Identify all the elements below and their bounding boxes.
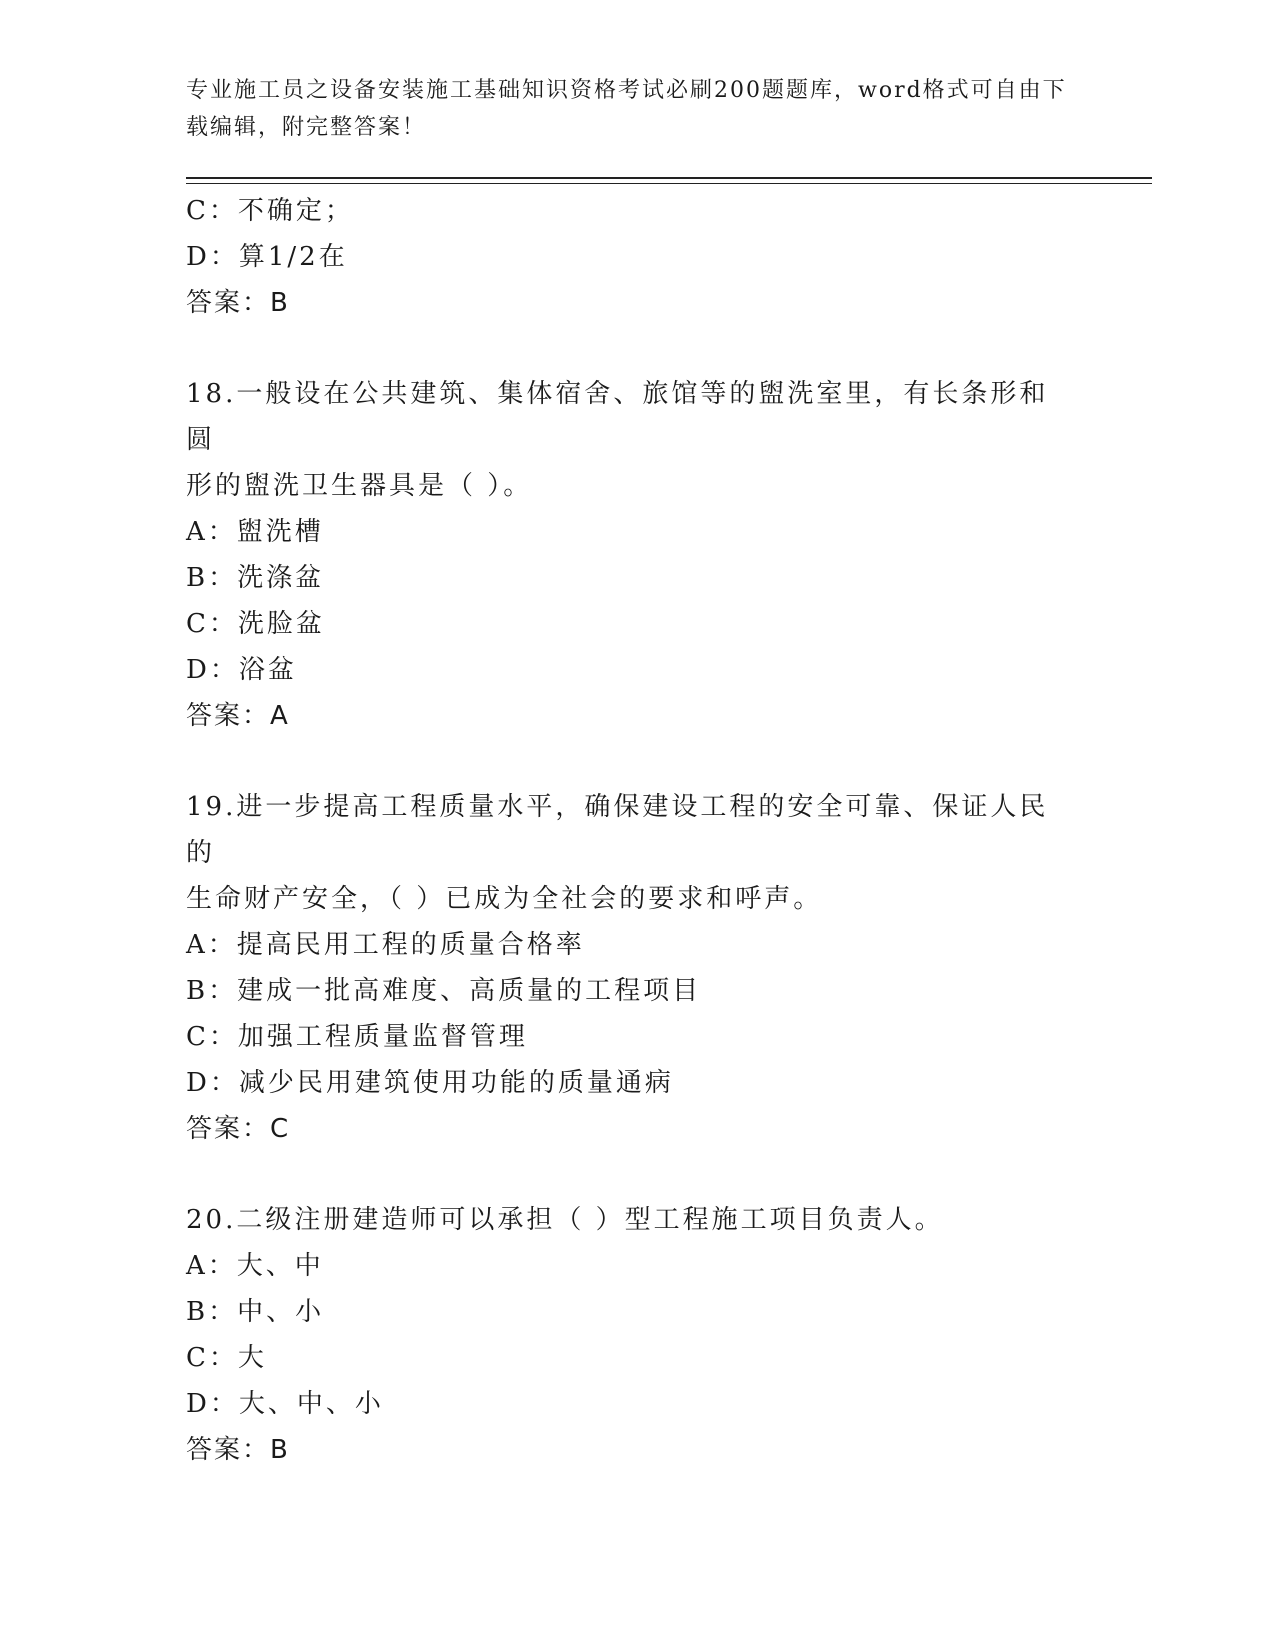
option-c: C：加强工程质量监督管理: [186, 1022, 528, 1052]
header-divider-thick: [186, 177, 1152, 179]
question-19: [186, 784, 1086, 1152]
option-b: B：洗涤盆: [186, 563, 325, 593]
answer-line: 答案：B: [186, 1435, 290, 1465]
question-20: [186, 1197, 1086, 1473]
question-stem-line: 20.二级注册建造师可以承担（ ）型工程施工项目负责人。: [186, 1205, 944, 1235]
header-divider-thin: [186, 183, 1152, 184]
option-c: C：大: [186, 1343, 267, 1373]
option-d: D：浴盆: [186, 655, 297, 685]
question-fragment: [186, 188, 1086, 326]
document-header: [186, 72, 1076, 146]
header-title: 专业施工员之设备安装施工基础知识资格考试必刷200题题库，word格式可自由下载编辑，附完整答案！: [186, 78, 1067, 140]
question-stem-line: 形的盥洗卫生器具是（ ）。: [186, 471, 533, 501]
document-body: [186, 188, 1086, 1473]
answer-line: 答案：C: [186, 1114, 291, 1144]
option-d: D：算1/2在: [186, 242, 348, 272]
option-a: A：提高民用工程的质量合格率: [186, 930, 585, 960]
option-d: D：减少民用建筑使用功能的质量通病: [186, 1068, 674, 1098]
question-stem-line: 生命财产安全，（ ）已成为全社会的要求和呼声。: [186, 884, 823, 914]
spacer: [186, 739, 1086, 784]
answer-line: 答案：B: [186, 288, 290, 318]
spacer: [186, 326, 1086, 371]
question-stem-line: 18.一般设在公共建筑、集体宿舍、旅馆等的盥洗室里，有长条形和圆: [186, 379, 1049, 455]
option-c: C：洗脸盆: [186, 609, 325, 639]
question-stem-line: 19.进一步提高工程质量水平，确保建设工程的安全可靠、保证人民的: [186, 792, 1049, 868]
answer-line: 答案：A: [186, 701, 290, 731]
question-18: [186, 371, 1086, 739]
option-b: B：中、小: [186, 1297, 325, 1327]
option-d: D：大、中、小: [186, 1389, 384, 1419]
option-a: A：盥洗槽: [186, 517, 324, 547]
option-b: B：建成一批高难度、高质量的工程项目: [186, 976, 702, 1006]
spacer: [186, 1152, 1086, 1197]
option-c: C：不确定；: [186, 196, 354, 226]
option-a: A：大、中: [186, 1251, 324, 1281]
